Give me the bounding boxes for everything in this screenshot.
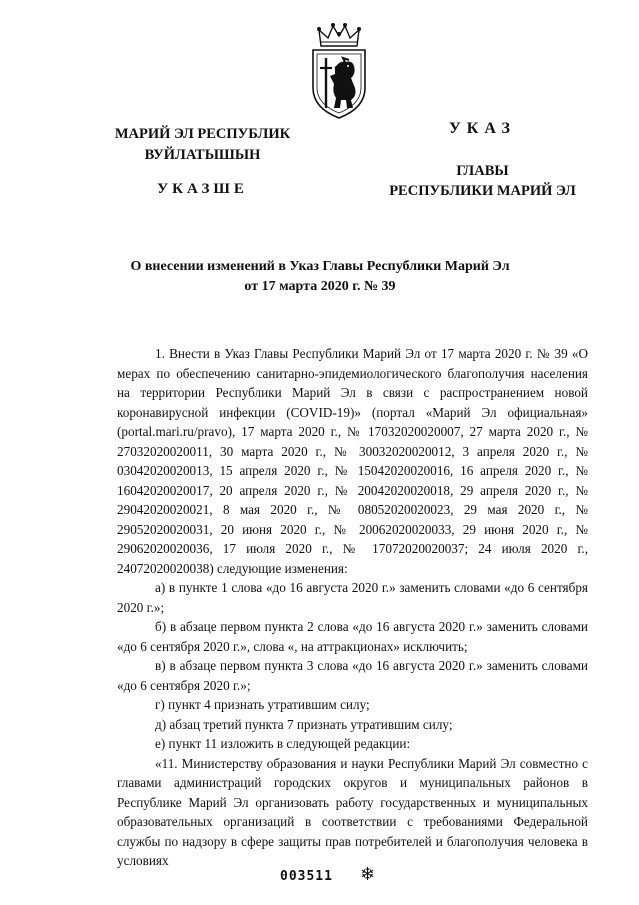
item-b: б) в абзаце первом пункта 2 слова «до 16 августа 2020 г.» заменить словами «до 6 сентября 2020 г.», слова «, на аттракционах» исключить; (117, 619, 588, 654)
header-right-line3: РЕСПУБЛИКИ МАРИЙ ЭЛ (389, 183, 576, 199)
document-title (60, 257, 580, 297)
header-left-block (95, 124, 310, 200)
header-right-line1: УКАЗ (449, 120, 516, 137)
header-right-block (365, 120, 600, 201)
coat-of-arms-emblem (299, 22, 379, 122)
item-g: г) пункт 4 признать утратившим силу; (155, 697, 370, 712)
header-right-line2: ГЛАВЫ (456, 163, 509, 179)
item-d: д) абзац третий пункта 7 признать утратившим силу; (155, 716, 453, 732)
snowflake-icon: ❄ (360, 864, 376, 884)
document-title-line2: от 17 марта 2020 г. № 39 (244, 279, 396, 294)
item-v: в) в абзаце первом пункта 3 слова «до 16 августа 2020 г.» заменить словами «до 6 сентября 2020 г.»; (117, 658, 588, 693)
document-title-line1: О внесении изменений в Указ Главы Республики Марий Эл (130, 259, 510, 274)
paragraph-1: 1. Внести в Указ Главы Республики Марий Эл от 17 марта 2020 г. № 39 «О мерах по обеспечению санитарно-эпидемиологического благополучия населения на территории Республики Марий Эл в связи с распространением новой коронавирусной инфекции (COVID-19)» (портал «Марий Эл официальная» (portal.mari.ru/pravo), 17 марта 2020 г., № 17032020020007, 27 марта 2020 г., № 27032020020011, 30 марта 2020 г., № 30032020020012, 3 апреля 2020 г., № 03042020020013, 15 апреля 2020 г., № 15042020020016, 16 апреля 2020 г., № 16042020020017, 20 апреля 2020 г., № 20042020020018, 29 апреля 2020 г., № 29042020020021, 8 мая 2020 г., № 08052020020023, 29 мая 2020 г., № 29052020020031, 20 июня 2020 г., № 20062020020033, 29 июня 2020 г., № 29062020020036, 17 июля 2020 г., № 17072020020037; 24 июля 2020 г., 24072020020038) следующие изменения: (117, 346, 588, 576)
item-e: е) пункт 11 изложить в следующей редакции: (155, 736, 411, 751)
document-body (117, 344, 588, 871)
header-left-line3: УКАЗШЕ (157, 181, 248, 197)
item-a: а) в пункте 1 слова «до 16 августа 2020 г.» заменить словами «до 6 сентября 2020 г.»; (117, 580, 588, 615)
paragraph-11: «11. Министерству образования и науки Республики Марий Эл совместно с главами администраций городских округов и муниципальных районов в Республике Марий Эл организовать работу государственных и муниципальных образовательных организаций в соответствии с требованиями Федеральной службы по надзору в сфере защиты прав потребителей и благополучия человека в условиях (117, 755, 588, 868)
header-left-line1: МАРИЙ ЭЛ РЕСПУБЛИК (114, 126, 291, 142)
document-number: 003511 (280, 869, 333, 884)
header-left-line2: ВУЙЛАТЫШЫН (144, 147, 261, 163)
